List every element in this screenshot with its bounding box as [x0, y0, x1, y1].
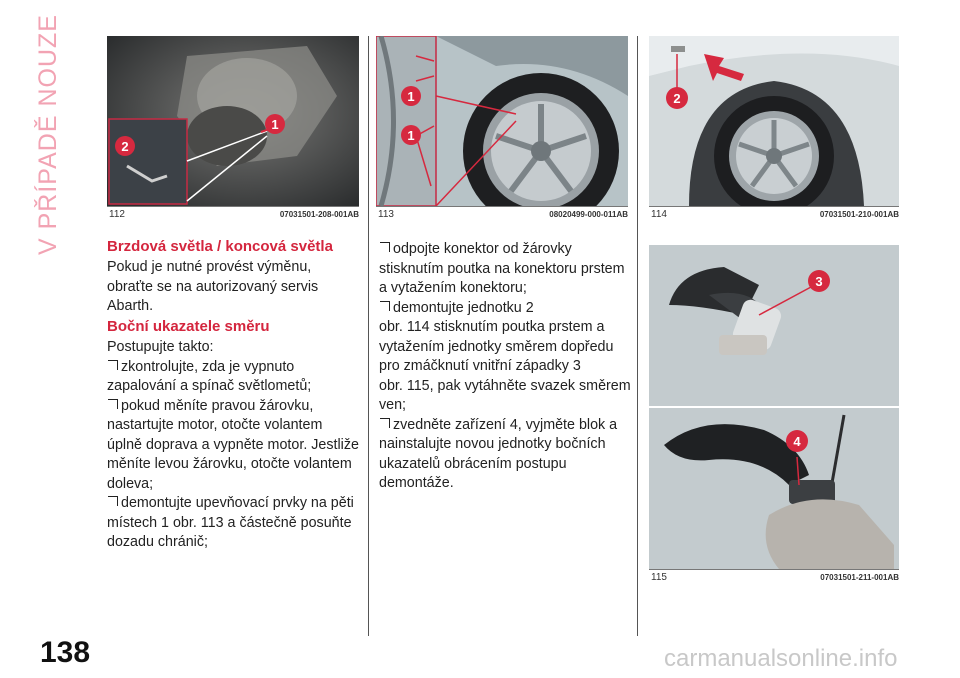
- figure-113-number: 113: [378, 209, 394, 220]
- callout-115-3: 3: [815, 274, 823, 289]
- figure-114-caption: [649, 206, 899, 221]
- page-number: 138: [40, 636, 91, 669]
- paragraph-brake-lights: [107, 258, 365, 317]
- text-line: demontáže.: [379, 475, 454, 491]
- figure-114-code: 07031501-210-001AB: [819, 210, 899, 219]
- text-line: obraťte se na autorizovaný servis: [107, 278, 319, 295]
- figure-114-photo: [649, 36, 899, 206]
- text-line: pokud měníte pravou žárovku,: [121, 397, 314, 414]
- text-line: demontujte jednotku 2: [393, 299, 534, 316]
- text-line: ven;: [379, 397, 407, 413]
- text-line: stisknutím poutka na konektoru prstem: [379, 260, 625, 277]
- figure-113-code: 08020499-000-011AB: [549, 210, 628, 219]
- figure-112-photo: [107, 36, 359, 206]
- text-line: a vytažením konektoru;: [379, 280, 527, 296]
- figure-113-photo: [376, 36, 628, 206]
- list-item-3: [107, 494, 365, 514]
- heading-side-indicators: Boční ukazatele směru: [107, 318, 270, 335]
- column-divider-left: [368, 36, 369, 636]
- watermark: carmanualsonline.info: [664, 645, 898, 672]
- list-item-2: [107, 397, 365, 417]
- list-item-1: [107, 358, 365, 378]
- callout-115-4: 4: [793, 434, 801, 449]
- bullet-icon: [380, 418, 390, 428]
- text-line: dozadu chránič;: [107, 534, 208, 550]
- figure-115-number: 115: [651, 572, 667, 583]
- list-item-6: [379, 416, 635, 436]
- text-line: vytažením jednotky směrem dopředu: [379, 338, 614, 355]
- callout-112-2: 2: [121, 139, 129, 154]
- figure-114-number: 114: [651, 209, 667, 220]
- text-line: zkontrolujte, zda je vypnuto: [121, 358, 295, 375]
- figure-112-code: 07031501-208-001AB: [279, 210, 359, 219]
- figure-115-photo: [649, 245, 899, 569]
- paragraph-side-indicators: [107, 338, 365, 553]
- text-line: demontujte upevňovací prvky na pěti: [121, 495, 354, 511]
- text-line: zvedněte zařízení 4, vyjměte blok a: [393, 416, 618, 433]
- text-line: Abarth.: [107, 298, 154, 314]
- text-line: doleva;: [107, 475, 154, 492]
- figure-115-caption: [649, 569, 899, 584]
- list-item-4: [379, 240, 635, 260]
- text-line: Pokud je nutné provést výměnu,: [107, 259, 312, 275]
- heading-brake-lights: Brzdová světla / koncová světla: [107, 238, 333, 255]
- bullet-icon: [380, 242, 390, 252]
- bullet-icon: [108, 360, 118, 370]
- bullet-icon: [380, 301, 390, 311]
- text-line: nastartujte motor, otočte volantem: [107, 417, 323, 433]
- figure-112-number: 112: [109, 209, 125, 220]
- text-line: ukazatelů obrácením postupu: [379, 455, 567, 472]
- callout-114-2: 2: [673, 91, 681, 106]
- section-side-title: V PŘÍPADĚ NOUZE: [34, 14, 62, 255]
- figure-112-caption: [107, 206, 359, 221]
- text-line: nainstalujte novou jednotky bočních: [379, 436, 606, 452]
- callout-113-1b: 1: [407, 128, 415, 143]
- text-line: zapalování a spínač světlometů;: [107, 378, 312, 394]
- text-line: odpojte konektor od žárovky: [393, 241, 572, 257]
- callout-112-1: 1: [271, 117, 279, 132]
- text-line: úplně doprava a vypněte motor. Jestliže: [107, 436, 359, 453]
- figure-113-caption: [376, 206, 628, 221]
- bullet-icon: [108, 399, 118, 409]
- list-item-5: [379, 299, 635, 319]
- text-line: obr. 114 stisknutím poutka prstem a: [379, 319, 605, 335]
- paragraph-column-2: [379, 240, 635, 494]
- intro-text: Postupujte takto:: [107, 339, 214, 355]
- text-line: obr. 115, pak vytáhněte svazek směrem: [379, 377, 631, 394]
- text-line: pro zmáčknutí vnitřní západky 3: [379, 358, 581, 374]
- text-line: místech 1 obr. 113 a částečně posuňte: [107, 514, 352, 531]
- text-line: měníte levou žárovku, otočte volantem: [107, 456, 352, 472]
- bullet-icon: [108, 496, 118, 506]
- column-divider-right: [637, 36, 638, 636]
- figure-115-code: 07031501-211-001AB: [820, 573, 899, 582]
- callout-113-1a: 1: [407, 89, 415, 104]
